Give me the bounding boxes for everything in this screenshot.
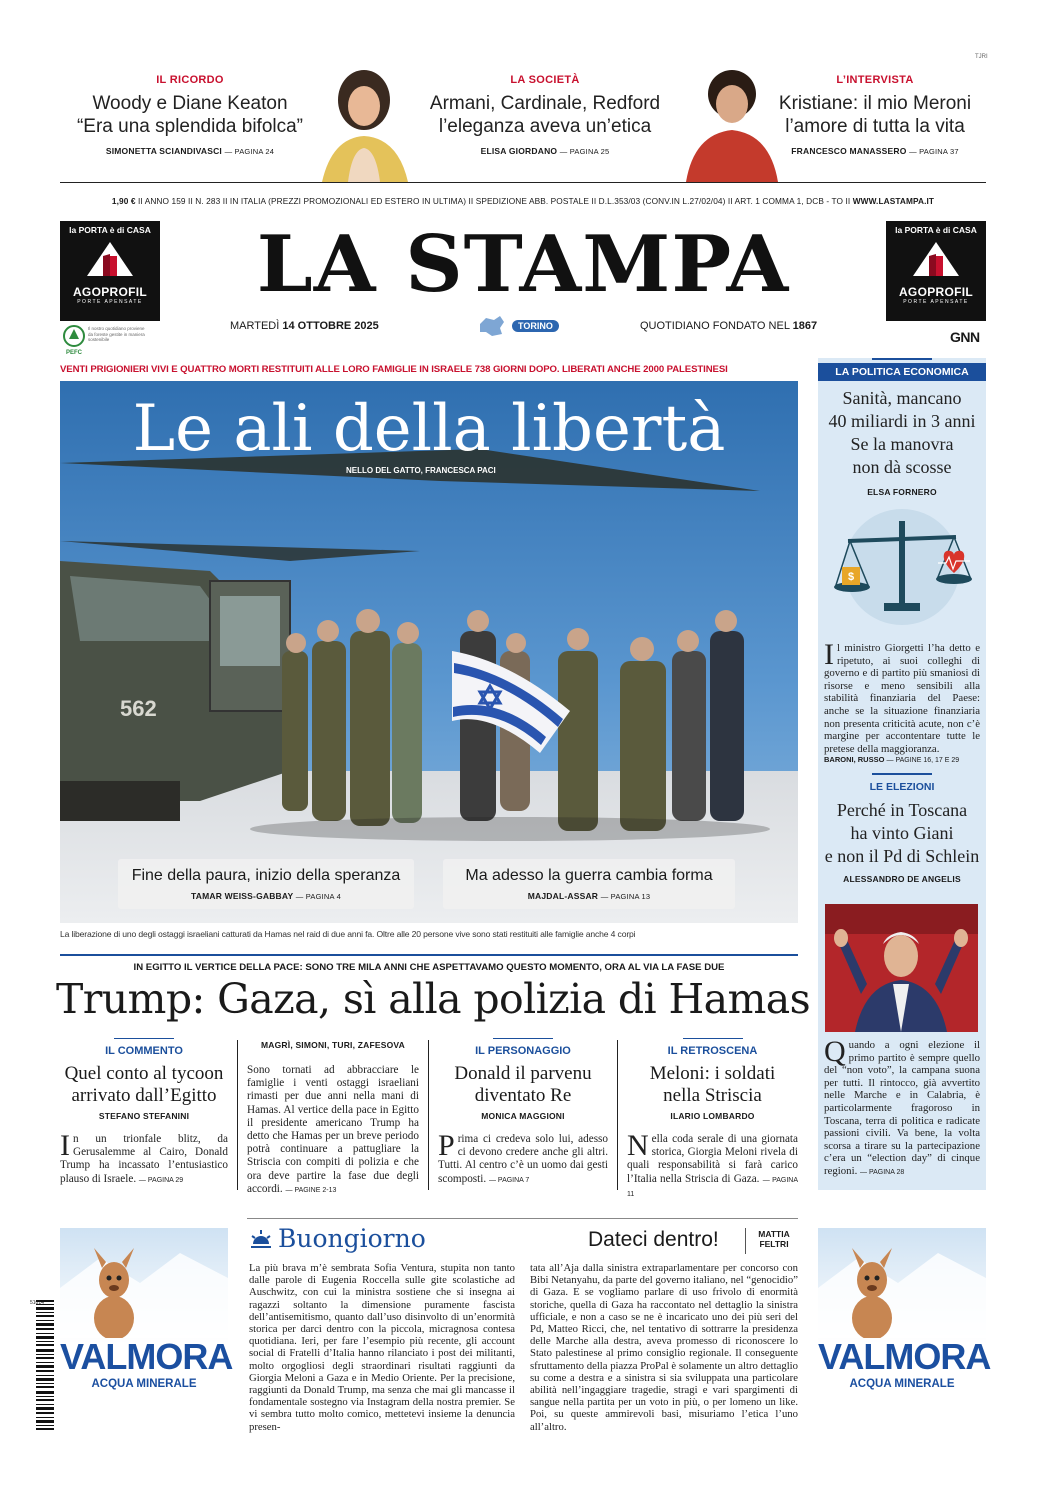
- valmora-brand: VALMORA: [60, 1336, 233, 1377]
- sidebar-author: ELSA FORNERO: [867, 487, 937, 497]
- price: 1,90 €: [111, 196, 136, 206]
- article-ref: PAGINA 29: [147, 1176, 184, 1184]
- svg-text:PEFC: PEFC: [65, 350, 83, 355]
- divider: [60, 182, 986, 183]
- buongiorno-author: [752, 1229, 796, 1249]
- ad-brand: AGOPROFIL: [898, 285, 974, 299]
- teaser-title-line: Woody e Diane Keaton: [92, 93, 288, 114]
- sidebar-economia-ref: BARONI, RUSSO — PAGINE 16, 17 E 29: [824, 755, 960, 764]
- article-personaggio[interactable]: IL PERSONAGGIO Donald il parvenu diventato Re MONICA MAGGIONI Prima ci credeva solo lui, adesso ci devono credere anche gli altri. Tutti. Al centro c’è un uomo dai gesti scomposti. — PAGINA 7: [438, 1038, 608, 1187]
- column-divider: [617, 1040, 618, 1190]
- teaser-societa[interactable]: LA SOCIETÀ Armani, Cardinale, Redford l’eleganza aveva un’etica ELISA GIORDANO — PAGINA 25: [420, 74, 670, 156]
- box-title: Ma adesso la guerra cambia forma: [465, 867, 713, 884]
- masthead-date: [230, 320, 379, 332]
- hero-caption: La liberazione di uno degli ostaggi israeliani catturati da Hamas nel raid di due anni fa. Oltre alle 20 persone vive sono stati restituiti alle famiglie anche 4 corpi: [60, 929, 636, 939]
- buongiorno-col1: La più brava m’è sembrata Sofia Ventura, stupita non tanto dalle parole di Eugenia Roccella sulle gite scolastiche ad Auschwitz, con cui la ministra sostiene che si insegna ai ragazzi soltanto la dimensione puramente fascista dell’antisemitismo, quanto dall’uso disinvolto di un’enormità storica per darci dentro con la piccola, micragnosa contesa quotidiana. Ieri, per fare l’esempio più recente, gli account social di Fratelli d’Italia hanno rilanciato i post dei militanti, molto orgogliosi degli straordinari risultati raggiunti da Giorgia Meloni a Gaza e in Medio Oriente. Per la precisione, raggiunti da Donald Trump, ma senza che mai gli mancasse il fondamentale sostegno via Instagram della nostra premier. Se vi sembra tutto molto comico, mettetevi insieme la denuncia presen-: [249, 1262, 515, 1433]
- ad-top-text: la PORTA è di CASA: [69, 225, 151, 235]
- pefc-tree-icon: [60, 325, 88, 355]
- valmora-sub: ACQUA MINERALE: [91, 1378, 197, 1390]
- article-title-line: Donald il parvenu: [454, 1063, 592, 1084]
- blue-rule: [60, 954, 798, 956]
- sidebar-ref: PAGINE 16, 17 E 29: [895, 757, 960, 764]
- agoprofil-ad-left[interactable]: [60, 221, 160, 321]
- article-kicker: IL PERSONAGGIO: [475, 1045, 571, 1057]
- scale-illustration: [828, 507, 976, 627]
- kicker-rule: [872, 773, 932, 775]
- article-retroscena[interactable]: IL RETROSCENA Meloni: i soldati nella Striscia ILARIO LOMBARDO Nella coda serale di una giornata storica, Giorgia Meloni rivela di quali responsabilità si farà carico l’Italia nella Striscia di Gaza. — PAGINA 11: [627, 1038, 798, 1201]
- kicker-rule: [493, 1038, 553, 1039]
- article-author: ILARIO LOMBARDO: [670, 1111, 755, 1121]
- sidebar-author: ALESSANDRO DE ANGELIS: [843, 874, 961, 884]
- dropcap: I: [824, 638, 834, 671]
- photo-giani-scene: [825, 904, 978, 1032]
- red-banner: VENTI PRIGIONIERI VIVI E QUATTRO MORTI RESTITUITI ALLE LORO FAMIGLIE IN ISRAELE 738 GIORNI DOPO. LIBERATI ANCHE 2000 PALESTINESI: [60, 364, 728, 375]
- dropcap: I: [60, 1129, 70, 1162]
- teaser-title-line: Kristiane: il mio Meroni: [778, 93, 972, 114]
- sidebar-economia-text: [824, 638, 980, 755]
- sidebar-ref: PAGINA 28: [868, 1168, 905, 1176]
- dropcap: N: [627, 1129, 649, 1162]
- sunrise-icon: [249, 1228, 273, 1252]
- teaser-title-line: “Era una splendida bifolca”: [76, 116, 304, 137]
- article-text: Sono tornati ad abbracciare le famiglie i venti ostaggi israeliani rimasti per due anni nella mani di Hamas. Al vertice della pace in Egitto il presidente americano Trump ha detto che Hamas per un breve periodo potrà continuare a pattugliare la Striscia con compiti di polizia e che ora deve partire la fase due degli accordi.: [247, 1064, 419, 1195]
- sidebar-title-line: e non il Pd di Schlein: [824, 846, 980, 866]
- pefc-note: Il nostro quotidiano proviene da foreste gestite in maniera sostenibile: [88, 326, 145, 342]
- sidebar-title-line: Se la manovra: [850, 434, 954, 454]
- founded-year: 1867: [792, 320, 818, 332]
- article-ref: PAGINE 2-13: [294, 1186, 337, 1194]
- date-value: 14 OTTOBRE 2025: [282, 320, 379, 332]
- teaser-title-line: l’eleganza aveva un’etica: [438, 116, 652, 137]
- valmora-sub: ACQUA MINERALE: [849, 1378, 955, 1390]
- buongiorno-author-last: FELTRI: [759, 1239, 789, 1249]
- teaser-ricordo[interactable]: IL RICORDO Woody e Diane Keaton “Era una splendida bifolca” SIMONETTA SCIANDIVASCI — PAGINA 24: [60, 74, 320, 156]
- article-title-line: Meloni: i soldati: [649, 1063, 776, 1084]
- box-page: PAGINA 4: [305, 892, 341, 901]
- hero-authors: NELLO DEL GATTO, FRANCESCA PACI: [346, 466, 496, 475]
- valmora-ad-right[interactable]: [818, 1228, 991, 1438]
- sidebar-title-line: Sanità, mancano: [842, 388, 962, 408]
- barcode: [32, 1300, 56, 1440]
- hero-box-guerra[interactable]: Ma adesso la guerra cambia forma MAJDAL-ASSAR — PAGINA 13: [443, 859, 735, 909]
- ad-top-text: la PORTA è di CASA: [895, 225, 977, 235]
- pefc-logo: [60, 325, 88, 355]
- article-text: rima ci credeva solo lui, adesso ci devono credere anche gli altri. Tutti. Al centro c’è un uomo dai gesti scomposti.: [438, 1133, 608, 1185]
- sidebar-title-line: ha vinto Giani: [850, 823, 954, 843]
- teaser-page: PAGINA 24: [234, 147, 275, 156]
- hero-photo: [60, 381, 798, 923]
- teaser-intervista[interactable]: L’INTERVISTA Kristiane: il mio Meroni l’amore di tutta la vita FRANCESCO MANASSERO — PAGINA 37: [770, 74, 980, 156]
- region-map-icon: [476, 314, 510, 338]
- teaser-kicker: LA SOCIETÀ: [510, 74, 580, 86]
- article-commento[interactable]: IL COMMENTO Quel conto al tycoon arrivato dall’Egitto STEFANO STEFANINI In un trionfale blitz, da Gerusalemme al Cairo, Donald Trump ha incassato l’entusiastico plauso di Israele. — PAGINA 29: [60, 1038, 228, 1187]
- buongiorno-divider: [745, 1228, 746, 1254]
- sidebar-elezioni-text: Quando a ogni elezione il primo partito è sempre quello del “non voto”, la campana suona per tutti. Il rintocco, già avvertito nelle Marche e in Calabria, è particolarmente fragoroso in Toscana, terra di politica e radicate passioni civili. Va bene, la volta scorsa a tirare su la partecipazione c’era un “election day” di cinque regioni. — PAGINA 28: [824, 1035, 980, 1177]
- article-title-line: nella Striscia: [663, 1085, 762, 1106]
- sidebar-title-line: Perché in Toscana: [836, 800, 968, 820]
- article-author: STEFANO STEFANINI: [98, 1111, 190, 1121]
- ad-tag: PORTE APENSATE: [77, 299, 143, 305]
- buongiorno-rule: [247, 1218, 798, 1219]
- buongiorno-label[interactable]: Buongiorno: [278, 1224, 426, 1253]
- date-prefix: MARTEDÌ: [230, 320, 280, 332]
- dropcap: P: [438, 1129, 455, 1162]
- column-divider: [237, 1040, 238, 1190]
- buongiorno-col2: tata all’Aja dalla sinistra extraparlamentare per concorso con Bibi Netanyahu, da parte del governo italiano, nel “genocidio” di Gaza. E se vogliamo parlare di uso frivolo di enormità storiche, quella di Gaza ha raccontato nel dettaglio la sinistra ufficiale, e non a caso se ne è incaricato uno dei più seri del Pd, Matteo Ricci, che, nel tentativo di sottrarre la presidenza delle Marche alla destra, aveva promesso di riconoscere lo Stato palestinese al primo consiglio regionale. Il conseguente sfruttamento della piazza ProPal è solamente un altro dettaglio su come a destra e a sinistra si sia sviluppata una particolare abilità nell’ingaggiare tragedie, stragi e vari spargimenti di sangue nella partita per un voto in più, o per lomeno un like. Poi, su queste ammirevoli basi, misuriamo l’etica l’uno all’altro.: [530, 1262, 798, 1433]
- kicker-rule: [683, 1038, 743, 1039]
- hero-headline[interactable]: Le ali della libertà: [132, 392, 726, 466]
- agoprofil-ad-right[interactable]: [886, 221, 986, 321]
- buongiorno-author-first: MATTIA: [758, 1229, 790, 1239]
- founded-prefix: QUOTIDIANO FONDATO NEL: [640, 320, 790, 332]
- article-title-line: diventato Re: [474, 1085, 572, 1106]
- teaser-title-line: l’amore di tutta la vita: [785, 116, 965, 137]
- article-title-line: Quel conto al tycoon: [64, 1063, 224, 1084]
- deer-mascot-icon: [818, 1228, 986, 1338]
- hero-box-fine-paura[interactable]: Fine della paura, inizio della speranza TAMAR WEISS-GABBAY — PAGINA 4: [118, 859, 414, 909]
- sidebar-title-line: 40 miliardi in 3 anni: [828, 411, 976, 431]
- founded-line: [640, 320, 817, 332]
- sidebar-elezioni[interactable]: [818, 773, 986, 884]
- article-author: MONICA MAGGIONI: [481, 1111, 565, 1121]
- article-title-line: arrivato dall’Egitto: [71, 1085, 217, 1106]
- deer-mascot-icon: [60, 1228, 228, 1338]
- teaser-kicker: IL RICORDO: [156, 74, 224, 86]
- svg-text:$: $: [847, 571, 855, 583]
- photo-meroni: [682, 64, 782, 182]
- city-badge: TORINO: [512, 320, 559, 332]
- barcode-icon: [32, 1300, 56, 1440]
- teaser-author: ELISA GIORDANO: [480, 146, 558, 156]
- column-divider: [428, 1040, 429, 1190]
- gnn-logo: GNN: [950, 329, 980, 345]
- sidebar-kicker: LA POLITICA ECONOMICA: [818, 363, 986, 381]
- valmora-ad-left[interactable]: [60, 1228, 233, 1438]
- main-headline[interactable]: Trump: Gaza, sì alla polizia di Hamas: [56, 975, 811, 1023]
- sidebar-kicker: LE ELEZIONI: [869, 781, 935, 793]
- article-ref: PAGINA 11: [627, 1176, 798, 1198]
- dropcap: Q: [824, 1035, 846, 1068]
- sidebar-title-line: non dà scosse: [852, 457, 952, 477]
- helicopter-number: 562: [120, 696, 157, 721]
- teaser-page: PAGINA 37: [919, 147, 959, 156]
- barcode-side: 51014: [30, 1300, 44, 1306]
- teaser-title-line: Armani, Cardinale, Redford: [429, 93, 661, 114]
- kicker-rule: [114, 1038, 174, 1039]
- ad-tag: PORTE APENSATE: [903, 299, 969, 305]
- kicker-rule: [872, 358, 932, 360]
- city-edition[interactable]: [476, 314, 576, 338]
- box-title: Fine della paura, inizio della speranza: [131, 867, 401, 884]
- box-author: MAJDAL-ASSAR: [527, 891, 599, 901]
- article-kicker: IL COMMENTO: [105, 1045, 183, 1057]
- sidebar-authors: BARONI, RUSSO: [824, 755, 885, 764]
- article-text: n un trionfale blitz, da Gerusalemme al Cairo, Donald Trump ha incassato l’entusiastico plauso di Israele.: [60, 1133, 228, 1185]
- info-line: [60, 196, 986, 206]
- photo-diane-keaton: [312, 66, 416, 182]
- buongiorno-title[interactable]: Dateci dentro!: [588, 1228, 719, 1251]
- sidebar-economia[interactable]: [818, 358, 986, 497]
- article-main-story[interactable]: MAGRÌ, SIMONI, TURI, ZAFESOVA Sono tornati ad abbracciare le famiglie i venti ostaggi israeliani rimasti per due anni nella mani di Hamas. Al vertice della pace in Egitto il presidente americano Trump ha detto che Hamas per un breve periodo potrà continuare a pattugliare la Striscia con compiti di polizia e che ora deve partire la fase due degli accordi. — PAGINE 2-13: [247, 1040, 419, 1195]
- sidebar-text: l ministro Giorgetti l’ha detto e ripetuto, ai suoi colleghi di governo e di partito più smaniosi di risorse e meno sensibili alla stabilità finanziaria del Paese: anche se la situazione finanziaria non presenta criticità acute, non c’è margine per accontentare tutte le pretese della maggioranza.: [824, 642, 980, 755]
- teaser-author: SIMONETTA SCIANDIVASCI: [105, 146, 222, 156]
- ad-brand: AGOPROFIL: [72, 285, 148, 299]
- sidebar-text: uando a ogni elezione il primo partito è sempre quello del “non voto”, la campana suona per tutti. Il rintocco, già avvertito nelle Marche e in Calabria, è particolarmente fragoroso in Toscana, terra di politica e radicate passioni civili. Va bene, la volta scorsa a tirare su la partecipazione c’era un “election day” di cinque regioni.: [824, 1039, 980, 1177]
- photo-giani: [825, 904, 978, 1032]
- balance-scale-icon: [828, 507, 976, 627]
- article-ref: PAGINA 7: [497, 1176, 530, 1184]
- main-kicker: IN EGITTO IL VERTICE DELLA PACE: SONO TRE MILA ANNI CHE ASPETTAVAMO QUESTO MOMENTO, ORA AL VIA LA FASE DUE: [133, 962, 725, 973]
- corner-code: TJRI: [975, 54, 988, 60]
- teaser-kicker: L’INTERVISTA: [836, 74, 914, 86]
- website-link[interactable]: WWW.LASTAMPA.IT: [852, 196, 935, 206]
- article-authors: MAGRÌ, SIMONI, TURI, ZAFESOVA: [260, 1040, 405, 1050]
- teaser-author: FRANCESCO MANASSERO: [791, 146, 907, 156]
- valmora-brand: VALMORA: [818, 1336, 991, 1377]
- article-kicker: IL RETROSCENA: [667, 1045, 758, 1057]
- info-line-text: II ANNO 159 II N. 283 II IN ITALIA (PREZZI PROMOZIONALI ED ESTERO IN ULTIMA) II SPEDIZIONE ABB. POSTALE II D.L.353/03 (CONV.IN L.27/02/04) II ART. 1 COMMA 1, DCB - TO II: [135, 196, 853, 206]
- house-logo-icon: [85, 240, 135, 278]
- box-author: TAMAR WEISS-GABBAY: [191, 891, 294, 901]
- article-text: ella coda serale di una giornata storica, Giorgia Meloni rivela di quali responsabilità si farà carico l’Italia nella Striscia di Gaza.: [627, 1133, 798, 1185]
- box-page: PAGINA 13: [610, 892, 651, 901]
- masthead-title[interactable]: LA STAMPA: [256, 219, 790, 310]
- house-logo-icon: [911, 240, 961, 278]
- teaser-page: PAGINA 25: [569, 147, 610, 156]
